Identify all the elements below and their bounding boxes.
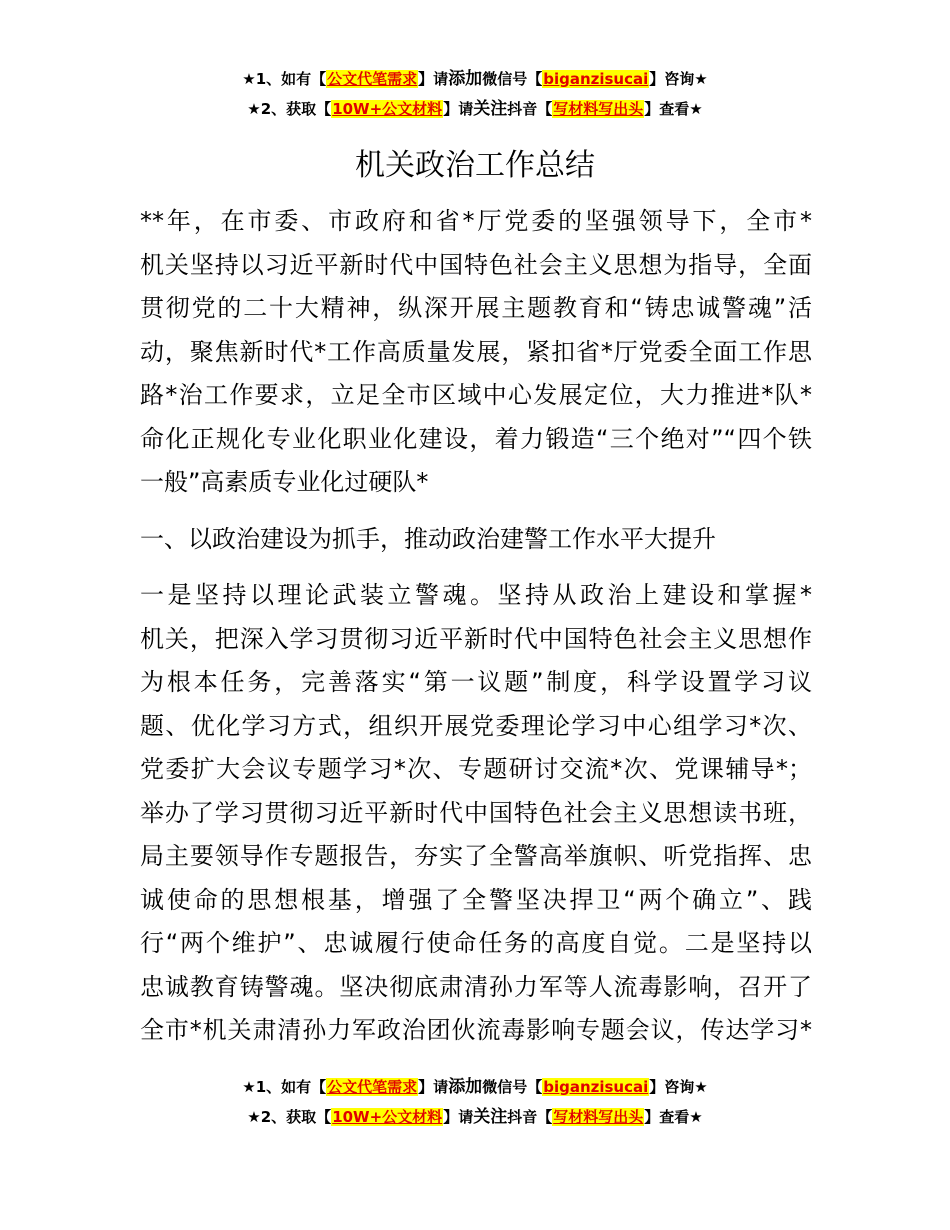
- text-line: 命化正规化专业化职业化建设，着力锻造“三个绝对”“四个铁: [140, 424, 812, 453]
- star-icon: ★: [247, 100, 261, 118]
- promo-line-2: [0, 1102, 950, 1132]
- promo-text: 1、如有【: [255, 70, 327, 88]
- text-line: 为根本任务，完善落实“第一议题”制度，科学设置学习议: [140, 668, 812, 696]
- text-line: 题、优化学习方式，组织开展党委理论学习中心组学习*次、: [140, 711, 812, 740]
- highlight-service: 公文代笔需求: [327, 70, 418, 88]
- star-icon: ★: [242, 70, 256, 88]
- promo-text: 1、如有【: [255, 1078, 327, 1096]
- document-title: 机关政治工作总结: [355, 148, 595, 183]
- text-line: 举办了学习贯彻习近平新时代中国特色社会主义思想读书班，: [140, 798, 812, 827]
- star-icon: ★: [694, 70, 708, 88]
- promo-text: 】查看: [644, 1108, 690, 1126]
- promo-text: 微信号【: [482, 1078, 543, 1096]
- promo-text: 抖音【: [507, 1108, 553, 1126]
- text-line: 诚使命的思想根基，增强了全警坚决捍卫“两个确立”、践: [140, 885, 812, 914]
- paragraph-section1: [140, 574, 812, 1053]
- promo-line-2: [0, 94, 950, 124]
- promo-text: 抖音【: [507, 100, 553, 118]
- promo-text: 2、获取【: [260, 1108, 332, 1126]
- paragraph-intro: [140, 200, 812, 505]
- section-heading: 一、以政治建设为抓手，推动政治建警工作水平大提升: [140, 524, 716, 553]
- emphasis-add: 添加: [448, 69, 483, 89]
- document-body: [140, 200, 812, 1053]
- emphasis-follow: 关注: [473, 99, 508, 119]
- star-icon: ★: [689, 100, 703, 118]
- promo-text: 】咨询: [649, 70, 695, 88]
- emphasis-add: 添加: [448, 1077, 483, 1097]
- promo-text: 】咨询: [649, 1078, 695, 1096]
- text-line: 机关，把深入学习贯彻习近平新时代中国特色社会主义思想作: [140, 624, 812, 653]
- promo-line-1: [0, 1072, 950, 1102]
- promo-banner-top: [0, 64, 950, 124]
- emphasis-follow: 关注: [473, 1107, 508, 1127]
- promo-text: 】查看: [644, 100, 690, 118]
- text-line: 贯彻党的二十大精神，纵深开展主题教育和“铸忠诚警魂”活: [140, 294, 812, 322]
- highlight-wechat-id: biganzisucai: [543, 70, 649, 88]
- star-icon: ★: [247, 1108, 261, 1126]
- highlight-materials: 10W+公文材料: [332, 100, 443, 118]
- highlight-wechat-id: biganzisucai: [543, 1078, 649, 1096]
- text-line: 局主要领导作专题报告，夯实了全警高举旗帜、听党指挥、忠: [140, 842, 812, 870]
- promo-line-1: [0, 64, 950, 94]
- promo-text: 微信号【: [482, 70, 543, 88]
- promo-text: 】请: [443, 1108, 474, 1126]
- star-icon: ★: [242, 1078, 256, 1096]
- promo-banner-bottom: [0, 1072, 950, 1132]
- promo-text: 】请: [443, 100, 474, 118]
- promo-text: 】请: [418, 70, 449, 88]
- text-line: 忠诚教育铸警魂。坚决彻底肃清孙力军等人流毒影响，召开了: [140, 972, 812, 1001]
- highlight-douyin-account: 写材料写出头: [553, 100, 644, 118]
- star-icon: ★: [694, 1078, 708, 1096]
- promo-text: 】请: [418, 1078, 449, 1096]
- promo-text: 2、获取【: [260, 100, 332, 118]
- text-line: 一是坚持以理论武装立警魂。坚持从政治上建设和掌握*: [140, 581, 812, 609]
- star-icon: ★: [689, 1108, 703, 1126]
- text-line: **年，在市委、市政府和省*厅党委的坚强领导下，全市*: [140, 207, 812, 235]
- highlight-douyin-account: 写材料写出头: [553, 1108, 644, 1126]
- text-line: 机关坚持以习近平新时代中国特色社会主义思想为指导，全面: [140, 250, 812, 279]
- highlight-service: 公文代笔需求: [327, 1078, 418, 1096]
- text-line: 路*治工作要求，立足全市区域中心发展定位，大力推进*队*: [140, 381, 812, 409]
- text-line: 行“两个维护”、忠诚履行使命任务的高度自觉。二是坚持以: [140, 929, 812, 957]
- highlight-materials: 10W+公文材料: [332, 1108, 443, 1126]
- text-line: 动，聚焦新时代*工作高质量发展，紧扣省*厅党委全面工作思: [140, 337, 812, 366]
- text-line: 一般”高素质专业化过硬队*: [140, 468, 429, 496]
- text-line: 全市*机关肃清孙力军政治团伙流毒影响专题会议，传达学习*: [140, 1016, 812, 1044]
- text-line: 党委扩大会议专题学习*次、专题研讨交流*次、党课辅导*；: [140, 755, 812, 783]
